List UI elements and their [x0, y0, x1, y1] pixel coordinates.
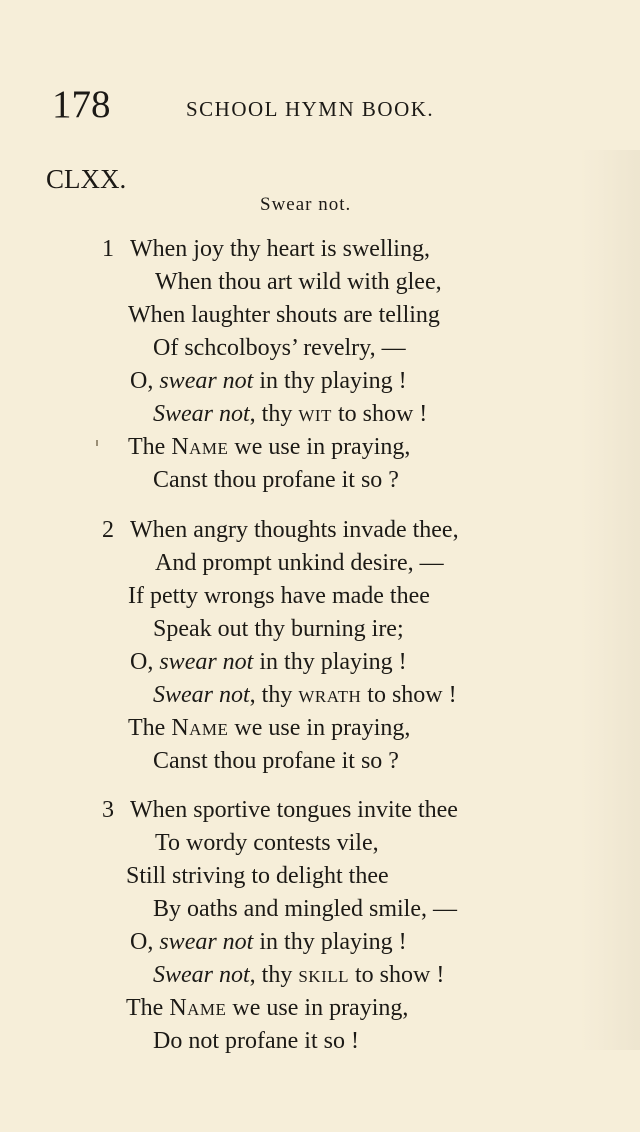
verse-line: If petty wrongs have made thee — [128, 583, 430, 609]
verse-emphasis: swear not — [159, 368, 254, 394]
verse-line: When thou art wild with glee, — [155, 269, 442, 295]
verse-small-caps: Name — [169, 995, 227, 1021]
verse-line: Canst thou profane it so ? — [153, 748, 399, 774]
paper-speck — [96, 440, 98, 446]
verse-line — [128, 713, 410, 743]
verse-text: The — [128, 434, 172, 460]
verse-text: to show ! — [349, 962, 445, 988]
verse-line: Speak out thy burning ire; — [153, 616, 404, 642]
verse-text: in thy playing ! — [253, 649, 407, 675]
verse-line: By oaths and mingled smile, — — [153, 896, 457, 922]
verse-text: we use in praying, — [226, 995, 409, 1021]
verse-text: to show ! — [331, 401, 428, 427]
verse-text: to show ! — [361, 682, 457, 708]
verse-line: Do not profane it so ! — [153, 1028, 359, 1054]
verse-emphasis: swear not — [159, 929, 254, 955]
page-header — [52, 82, 612, 132]
verse-line: Still striving to delight thee — [126, 863, 389, 889]
verse-line: When laughter shouts are telling — [128, 302, 440, 328]
verse-line — [130, 366, 407, 396]
verse-small-caps: wit — [298, 401, 332, 427]
verse-line — [128, 432, 410, 462]
verse-line — [130, 647, 407, 677]
verse-text: O, — [130, 649, 160, 675]
verse-small-caps: Name — [171, 434, 229, 460]
verse-small-caps: Name — [171, 715, 229, 741]
stanza-number: 2 — [102, 517, 114, 543]
verse-line: Of schcolboys’ revelry, — — [153, 335, 406, 361]
verse-emphasis: Swear not — [153, 962, 250, 988]
verse-line: When angry thoughts invade thee, — [130, 517, 459, 543]
verse-line — [153, 680, 457, 710]
verse-emphasis: Swear not — [153, 401, 250, 427]
bleed-through-shadow — [580, 150, 640, 1050]
running-head: SCHOOL HYMN BOOK. — [186, 97, 435, 121]
verse-text: O, — [130, 368, 160, 394]
page-number: 178 — [52, 83, 111, 126]
verse-line — [153, 399, 427, 429]
verse-line — [126, 993, 408, 1023]
stanza-number: 1 — [102, 236, 114, 262]
verse-line: Canst thou profane it so ? — [153, 467, 399, 493]
verse-line: To wordy contests vile, — [155, 830, 379, 856]
verse-text: , thy — [249, 682, 299, 708]
verse-small-caps: wrath — [298, 682, 362, 708]
verse-line — [130, 927, 407, 957]
hymn-title: Swear not. — [260, 194, 352, 215]
verse-text: The — [128, 715, 172, 741]
verse-text: , thy — [249, 962, 299, 988]
verse-line: When joy thy heart is swelling, — [130, 236, 430, 262]
verse-line: And prompt unkind desire, — — [155, 550, 444, 576]
verse-line: When sportive tongues invite thee — [130, 797, 458, 823]
verse-text: in thy playing ! — [253, 368, 407, 394]
verse-text: in thy playing ! — [253, 929, 407, 955]
verse-text: we use in praying, — [228, 715, 411, 741]
stanza-number: 3 — [102, 797, 114, 823]
hymn-number: CLXX. — [46, 164, 127, 194]
verse-text: The — [126, 995, 170, 1021]
verse-emphasis: swear not — [159, 649, 254, 675]
verse-text: we use in praying, — [228, 434, 411, 460]
verse-small-caps: skill — [298, 962, 350, 988]
verse-text: O, — [130, 929, 160, 955]
verse-emphasis: Swear not — [153, 682, 250, 708]
verse-line — [153, 960, 444, 990]
verse-text: , thy — [249, 401, 299, 427]
